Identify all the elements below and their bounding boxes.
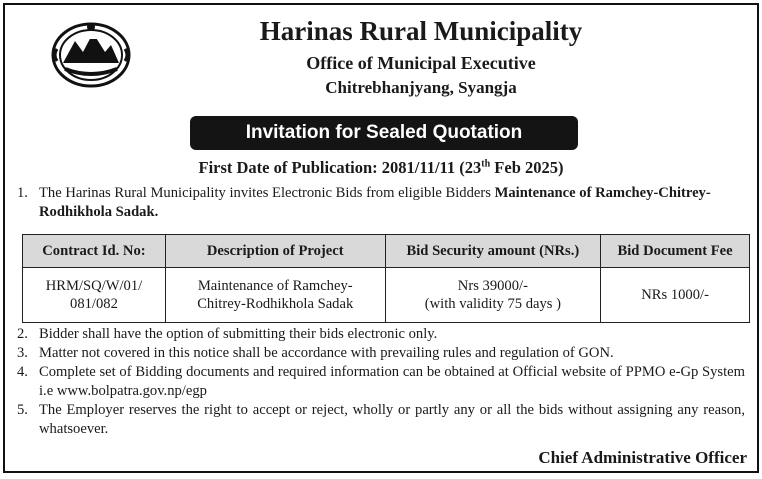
list-item: 5. The Employer reserves the right to accept or reject, wholly or partly any or all the bids without assigning any reason, whatsoever. (17, 402, 745, 437)
table-row (23, 268, 750, 323)
project-name: Maintenance of Ramchey-Chitrey-Rodhikhola Sadak. (39, 185, 711, 220)
notice-title: Invitation for Sealed Quotation (190, 116, 578, 150)
table-header-row (23, 235, 750, 268)
header-description: Description of Project (165, 235, 385, 268)
list-item: 3. Matter not covered in this notice shall be accordance with prevailing rules and regulation of GON. (17, 345, 614, 361)
intro-paragraph (17, 184, 745, 222)
cell-bid-security: Nrs 39000/- (with validity 75 days ) (385, 268, 601, 323)
signatory-title: Chief Administrative Officer (538, 448, 747, 467)
list-item: 2. Bidder shall have the option of submitting their bids electronic only. (17, 326, 438, 342)
office-name: Office of Municipal Executive (306, 53, 536, 73)
publication-date: First Date of Publication: 2081/11/11 (23th Feb 2025) (198, 158, 564, 177)
header-contract-id: Contract Id. No: (23, 235, 166, 268)
intro-number: 1. (17, 185, 28, 201)
list-item: 4. Complete set of Bidding documents and required information can be obtained at Official website of PPMO e-Gp System i.e www.bolpatra.gov.np/egp (17, 364, 745, 399)
conditions-list (17, 325, 745, 439)
bid-table (22, 234, 750, 323)
cell-document-fee: NRs 1000/- (601, 268, 750, 323)
cell-description: Maintenance of Ramchey- Chitrey-Rodhikhola Sadak (165, 268, 385, 323)
office-address: Chitrebhanjyang, Syangja (325, 78, 517, 97)
organization-name: Harinas Rural Municipality (259, 16, 583, 46)
header-document-fee: Bid Document Fee (601, 235, 750, 268)
header-bid-security: Bid Security amount (NRs.) (385, 235, 601, 268)
intro-text: The Harinas Rural Municipality invites Electronic Bids from eligible Bidders (39, 185, 495, 201)
notice-page (3, 3, 759, 473)
letterhead (5, 15, 757, 99)
cell-contract-id: HRM/SQ/W/01/ 081/082 (23, 268, 166, 323)
